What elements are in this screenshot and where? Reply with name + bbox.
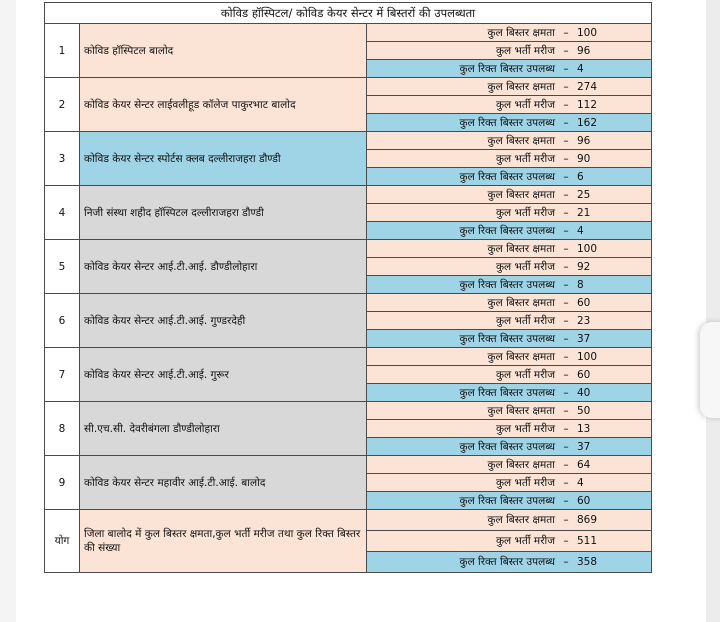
metric-value: 100	[577, 350, 598, 363]
table-row	[45, 456, 652, 474]
capacity-cell	[367, 186, 652, 204]
table-title: कोविड हॉस्पिटल/ कोविड केयर सेन्टर में बिस्तरों की उपलब्धता	[45, 3, 652, 24]
row-number: 1	[45, 24, 80, 78]
metric-label: कुल रिक्त बिस्तर उपलब्ध	[459, 556, 555, 568]
facility-name: निजी संस्था शहीद हॉस्पिटल दल्लीराजहरा डौण्डी	[80, 186, 367, 240]
metric-label: कुल भर्ती मरीज	[495, 206, 555, 219]
vacant-cell	[367, 330, 652, 348]
metric-label: कुल बिस्तर क्षमता	[487, 188, 555, 201]
dash-separator: –	[563, 476, 569, 489]
capacity-cell	[367, 402, 652, 420]
metric-label: कुल रिक्त बिस्तर उपलब्ध	[459, 494, 555, 507]
admitted-cell	[367, 312, 652, 330]
metric-label: कुल बिस्तर क्षमता	[487, 458, 555, 471]
metric-label: कुल बिस्तर क्षमता	[487, 350, 555, 363]
admitted-cell	[367, 96, 652, 114]
metric-value: 100	[577, 242, 598, 255]
row-number: 8	[45, 402, 80, 456]
dash-separator: –	[563, 260, 569, 273]
table-row	[45, 132, 652, 150]
left-border-strip	[0, 0, 16, 622]
dash-separator: –	[563, 62, 569, 75]
metric-value: 64	[577, 458, 591, 471]
metric-value: 4	[577, 476, 584, 489]
metric-label: कुल भर्ती मरीज	[495, 98, 555, 111]
table-row	[45, 24, 652, 42]
row-number: योग	[45, 510, 80, 573]
metric-label: कुल रिक्त बिस्तर उपलब्ध	[459, 386, 555, 399]
row-number: 2	[45, 78, 80, 132]
vacant-cell	[367, 552, 652, 573]
metric-value: 60	[577, 368, 591, 381]
dash-separator: –	[563, 422, 569, 435]
vacant-cell	[367, 222, 652, 240]
dash-separator: –	[563, 44, 569, 57]
metric-label: कुल भर्ती मरीज	[495, 476, 555, 489]
facility-name: कोविड केयर सेन्टर स्पोर्टस क्लब दल्लीराजहरा डौण्डी	[80, 132, 367, 186]
dash-separator: –	[563, 332, 569, 345]
metric-value: 162	[577, 116, 598, 129]
metric-value: 6	[577, 170, 584, 183]
metric-value: 869	[577, 514, 598, 526]
vacant-cell	[367, 168, 652, 186]
dash-separator: –	[563, 116, 569, 129]
dash-separator: –	[563, 80, 569, 93]
dash-separator: –	[563, 556, 569, 568]
dash-separator: –	[563, 458, 569, 471]
facility-name: कोविड केयर सेन्टर आई.टी.आई. गुरूर	[80, 348, 367, 402]
table-row	[45, 348, 652, 366]
bed-availability-table	[44, 2, 652, 573]
metric-label: कुल भर्ती मरीज	[495, 44, 555, 57]
capacity-cell	[367, 132, 652, 150]
vacant-cell	[367, 276, 652, 294]
metric-label: कुल बिस्तर क्षमता	[487, 134, 555, 147]
metric-value: 4	[577, 62, 584, 75]
admitted-cell	[367, 420, 652, 438]
admitted-cell	[367, 204, 652, 222]
metric-label: कुल रिक्त बिस्तर उपलब्ध	[459, 170, 555, 183]
table-row	[45, 402, 652, 420]
metric-label: कुल रिक्त बिस्तर उपलब्ध	[459, 62, 555, 75]
table-row	[45, 294, 652, 312]
metric-value: 23	[577, 314, 591, 327]
metric-value: 90	[577, 152, 591, 165]
metric-value: 21	[577, 206, 591, 219]
metric-label: कुल बिस्तर क्षमता	[487, 80, 555, 93]
metric-value: 100	[577, 26, 598, 39]
dash-separator: –	[563, 206, 569, 219]
metric-label: कुल रिक्त बिस्तर उपलब्ध	[459, 332, 555, 345]
dash-separator: –	[563, 170, 569, 183]
dash-separator: –	[563, 535, 569, 547]
row-number: 5	[45, 240, 80, 294]
right-border-strip	[706, 0, 720, 622]
dash-separator: –	[563, 188, 569, 201]
metric-label: कुल बिस्तर क्षमता	[487, 514, 555, 526]
facility-name: कोविड हॉस्पिटल बालोद	[80, 24, 367, 78]
edge-panel-handle[interactable]	[700, 322, 720, 418]
dash-separator: –	[563, 440, 569, 453]
metric-label: कुल बिस्तर क्षमता	[487, 296, 555, 309]
metric-label: कुल भर्ती मरीज	[495, 535, 555, 547]
dash-separator: –	[563, 350, 569, 363]
metric-label: कुल बिस्तर क्षमता	[487, 26, 555, 39]
dash-separator: –	[563, 134, 569, 147]
capacity-cell	[367, 78, 652, 96]
capacity-cell	[367, 240, 652, 258]
capacity-cell	[367, 24, 652, 42]
dash-separator: –	[563, 26, 569, 39]
metric-label: कुल रिक्त बिस्तर उपलब्ध	[459, 440, 555, 453]
metric-label: कुल भर्ती मरीज	[495, 260, 555, 273]
dash-separator: –	[563, 224, 569, 237]
metric-value: 40	[577, 386, 591, 399]
admitted-cell	[367, 258, 652, 276]
metric-value: 50	[577, 404, 591, 417]
metric-label: कुल भर्ती मरीज	[495, 152, 555, 165]
admitted-cell	[367, 366, 652, 384]
metric-label: कुल रिक्त बिस्तर उपलब्ध	[459, 224, 555, 237]
metric-value: 60	[577, 296, 591, 309]
row-number: 9	[45, 456, 80, 510]
row-number: 3	[45, 132, 80, 186]
facility-name: कोविड केयर सेन्टर आई.टी.आई. गुण्डरदेही	[80, 294, 367, 348]
metric-value: 96	[577, 134, 591, 147]
dash-separator: –	[563, 278, 569, 291]
metric-label: कुल रिक्त बिस्तर उपलब्ध	[459, 278, 555, 291]
dash-separator: –	[563, 314, 569, 327]
facility-name: कोविड केयर सेन्टर आई.टी.आई. डौण्डीलोहारा	[80, 240, 367, 294]
capacity-cell	[367, 294, 652, 312]
vacant-cell	[367, 384, 652, 402]
metric-value: 274	[577, 80, 598, 93]
dash-separator: –	[563, 386, 569, 399]
metric-label: कुल भर्ती मरीज	[495, 368, 555, 381]
facility-name: जिला बालोद में कुल बिस्तर क्षमता,कुल भर्ती मरीज तथा कुल रिक्त बिस्तर की संख्या	[80, 510, 367, 573]
dash-separator: –	[563, 242, 569, 255]
admitted-cell	[367, 42, 652, 60]
metric-value: 112	[577, 98, 598, 111]
metric-value: 96	[577, 44, 591, 57]
facility-name: सी.एच.सी. देवरीबंगला डौण्डीलोहारा	[80, 402, 367, 456]
dash-separator: –	[563, 514, 569, 526]
metric-value: 25	[577, 188, 591, 201]
facility-name: कोविड केयर सेन्टर लाईवलीहूड कॉलेज पाकुरभाट बालोद	[80, 78, 367, 132]
table-row	[45, 78, 652, 96]
table-header-row	[45, 3, 652, 24]
metric-label: कुल बिस्तर क्षमता	[487, 242, 555, 255]
table-row	[45, 510, 652, 531]
metric-label: कुल भर्ती मरीज	[495, 422, 555, 435]
metric-value: 37	[577, 440, 591, 453]
metric-value: 13	[577, 422, 591, 435]
dash-separator: –	[563, 296, 569, 309]
admitted-cell	[367, 150, 652, 168]
dash-separator: –	[563, 152, 569, 165]
metric-value: 8	[577, 278, 584, 291]
table-row	[45, 186, 652, 204]
facility-name: कोविड केयर सेन्टर महावीर आई.टी.आई. बालोद	[80, 456, 367, 510]
capacity-cell	[367, 510, 652, 531]
dash-separator: –	[563, 494, 569, 507]
capacity-cell	[367, 456, 652, 474]
vacant-cell	[367, 438, 652, 456]
vacant-cell	[367, 60, 652, 78]
metric-value: 37	[577, 332, 591, 345]
capacity-cell	[367, 348, 652, 366]
metric-value: 60	[577, 494, 591, 507]
admitted-cell	[367, 474, 652, 492]
dash-separator: –	[563, 404, 569, 417]
row-number: 4	[45, 186, 80, 240]
metric-label: कुल भर्ती मरीज	[495, 314, 555, 327]
row-number: 7	[45, 348, 80, 402]
dash-separator: –	[563, 368, 569, 381]
metric-value: 511	[577, 535, 598, 547]
metric-label: कुल रिक्त बिस्तर उपलब्ध	[459, 116, 555, 129]
vacant-cell	[367, 492, 652, 510]
metric-label: कुल बिस्तर क्षमता	[487, 404, 555, 417]
metric-value: 92	[577, 260, 591, 273]
table-row	[45, 240, 652, 258]
metric-value: 4	[577, 224, 584, 237]
dash-separator: –	[563, 98, 569, 111]
row-number: 6	[45, 294, 80, 348]
vacant-cell	[367, 114, 652, 132]
metric-value: 358	[577, 556, 598, 568]
admitted-cell	[367, 531, 652, 552]
